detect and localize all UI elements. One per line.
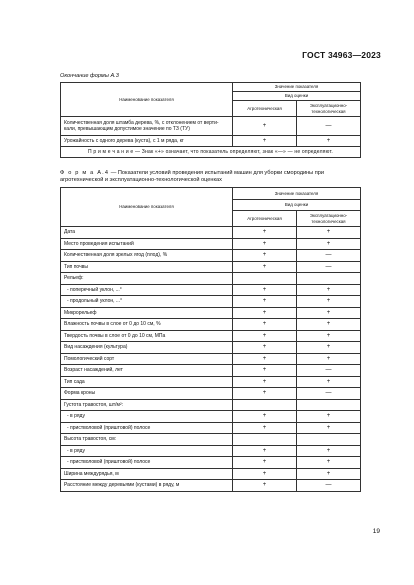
table-row <box>61 353 361 365</box>
table-row <box>61 468 361 480</box>
table-row <box>61 376 361 388</box>
row-label: Дата <box>61 227 233 239</box>
row-label: Высота травостоя, см: <box>61 434 233 446</box>
table-row <box>61 445 361 457</box>
header-indicator: Наименование показателя <box>61 188 233 227</box>
row-agro-mark: + <box>233 353 297 365</box>
header-values: Значение показателя <box>233 188 361 200</box>
table-row <box>61 480 361 492</box>
table-row <box>61 250 361 262</box>
table-row <box>61 296 361 308</box>
row-agro-mark: + <box>233 330 297 342</box>
table-row <box>61 422 361 434</box>
row-label: Ширина междурядья, м <box>61 468 233 480</box>
row-expl-mark: + <box>297 457 361 469</box>
form-a4-caption <box>60 170 360 185</box>
row-label: Урожайность с одного дерева (куста), с 1 м ряда, кг <box>61 136 233 147</box>
row-label: Тип почвы <box>61 261 233 273</box>
row-agro-mark: + <box>233 342 297 354</box>
row-label: Количественная доля штамба дерева, %, с отклонением от верти-кали, превышающим допустимое значение по ТЗ (ТУ) <box>61 117 233 136</box>
table-row <box>61 457 361 469</box>
row-expl-mark: + <box>297 342 361 354</box>
row-expl-mark: — <box>297 250 361 262</box>
row-agro-mark: + <box>233 296 297 308</box>
form-a4-rows <box>61 227 361 492</box>
standard-code: ГОСТ 34963—2023 <box>302 50 381 60</box>
row-agro-mark: + <box>233 480 297 492</box>
row-expl-mark: + <box>297 296 361 308</box>
row-agro-mark: + <box>233 376 297 388</box>
row-label: Твердость почвы в слое от 0 до 10 см, МПа <box>61 330 233 342</box>
row-label: Расстояние между деревьями (кустами) в ряду, м <box>61 480 233 492</box>
row-label: Микрорельеф <box>61 307 233 319</box>
header-expl: Эксплуатационно-технологическая <box>297 211 361 227</box>
row-expl-mark: + <box>297 376 361 388</box>
row-expl-mark: + <box>297 227 361 239</box>
table-row <box>61 330 361 342</box>
row-expl-mark: + <box>297 411 361 423</box>
row-label: Помологический сорт <box>61 353 233 365</box>
row-label: Рельеф: <box>61 273 233 285</box>
header-indicator: Наименование показателя <box>61 83 233 117</box>
row-agro-mark: + <box>233 250 297 262</box>
table-row <box>61 238 361 250</box>
row-agro-mark <box>233 273 297 285</box>
row-expl-mark: — <box>297 388 361 400</box>
row-label: - пристволовой (приштовой) полосе <box>61 422 233 434</box>
table-row <box>61 388 361 400</box>
form-a4-table <box>60 187 361 492</box>
table-row <box>61 284 361 296</box>
row-label: - в ряду <box>61 445 233 457</box>
row-label: Густота травостоя, шт/м²: <box>61 399 233 411</box>
row-expl-mark: — <box>297 117 361 136</box>
row-agro-mark: + <box>233 468 297 480</box>
table-row <box>61 319 361 331</box>
row-label: Тип сада <box>61 376 233 388</box>
row-agro-mark: + <box>233 319 297 331</box>
row-agro-mark <box>233 434 297 446</box>
table-row <box>61 365 361 377</box>
row-agro-mark: + <box>233 284 297 296</box>
row-expl-mark: + <box>297 422 361 434</box>
form-a4-caption-text: — Показатели условий проведения испытаний машин для уборки смородины при агротехнической и эксплуатационно-технологической оценках <box>60 170 325 184</box>
row-expl-mark: + <box>297 353 361 365</box>
row-agro-mark: + <box>233 136 297 147</box>
header-eval-type: Вид оценки <box>233 92 361 101</box>
row-agro-mark: + <box>233 422 297 434</box>
row-expl-mark: — <box>297 261 361 273</box>
row-agro-mark: + <box>233 445 297 457</box>
row-expl-mark <box>297 434 361 446</box>
row-label: Возраст насаждений, лет <box>61 365 233 377</box>
row-expl-mark <box>297 273 361 285</box>
form-a4-caption-lead: Ф о р м а А.4 <box>60 170 110 176</box>
row-expl-mark: + <box>297 307 361 319</box>
row-agro-mark: + <box>233 307 297 319</box>
row-expl-mark: + <box>297 468 361 480</box>
row-expl-mark: + <box>297 319 361 331</box>
header-agro: Агротехническая <box>233 101 297 117</box>
row-label: Форма кроны <box>61 388 233 400</box>
header-values: Значение показателя <box>233 83 361 92</box>
table-row <box>61 273 361 285</box>
row-expl-mark: — <box>297 480 361 492</box>
row-label: - продольный уклон, ...° <box>61 296 233 308</box>
row-label: - пристволовой (приштовой) полосе <box>61 457 233 469</box>
row-agro-mark: + <box>233 261 297 273</box>
row-expl-mark: + <box>297 238 361 250</box>
row-label: Вид насаждения (культура) <box>61 342 233 354</box>
header-agro: Агротехническая <box>233 211 297 227</box>
row-label: - в ряду <box>61 411 233 423</box>
row-agro-mark: + <box>233 411 297 423</box>
page-number: 19 <box>372 528 380 535</box>
row-expl-mark <box>297 399 361 411</box>
table-row <box>61 342 361 354</box>
row-label: Место проведения испытаний <box>61 238 233 250</box>
table-row <box>61 307 361 319</box>
row-expl-mark: + <box>297 284 361 296</box>
header-expl: Эксплуатационно-технологическая <box>297 101 361 117</box>
row-label: Влажность почвы в слое от 0 до 10 см, % <box>61 319 233 331</box>
row-label: Количественная доля зрелых ягод (плод), % <box>61 250 233 262</box>
form-a3-caption: Окончание формы А.3 <box>60 73 119 79</box>
table-row <box>61 261 361 273</box>
form-a3-table <box>60 82 361 158</box>
table-row <box>61 411 361 423</box>
row-agro-mark: + <box>233 388 297 400</box>
row-agro-mark: + <box>233 365 297 377</box>
row-agro-mark: + <box>233 227 297 239</box>
row-agro-mark: + <box>233 238 297 250</box>
row-agro-mark: + <box>233 117 297 136</box>
row-label: - поперечный уклон, ...° <box>61 284 233 296</box>
row-expl-mark: + <box>297 445 361 457</box>
row-expl-mark: — <box>297 365 361 377</box>
row-expl-mark: + <box>297 330 361 342</box>
table-row <box>61 434 361 446</box>
row-expl-mark: + <box>297 136 361 147</box>
row-agro-mark: + <box>233 457 297 469</box>
header-eval-type: Вид оценки <box>233 199 361 211</box>
table-row <box>61 227 361 239</box>
table-note: П р и м е ч а н и е — Знак «+» означает, что показатель определяют, знак «—» — не определяют. <box>61 147 361 158</box>
table-row <box>61 399 361 411</box>
row-agro-mark <box>233 399 297 411</box>
